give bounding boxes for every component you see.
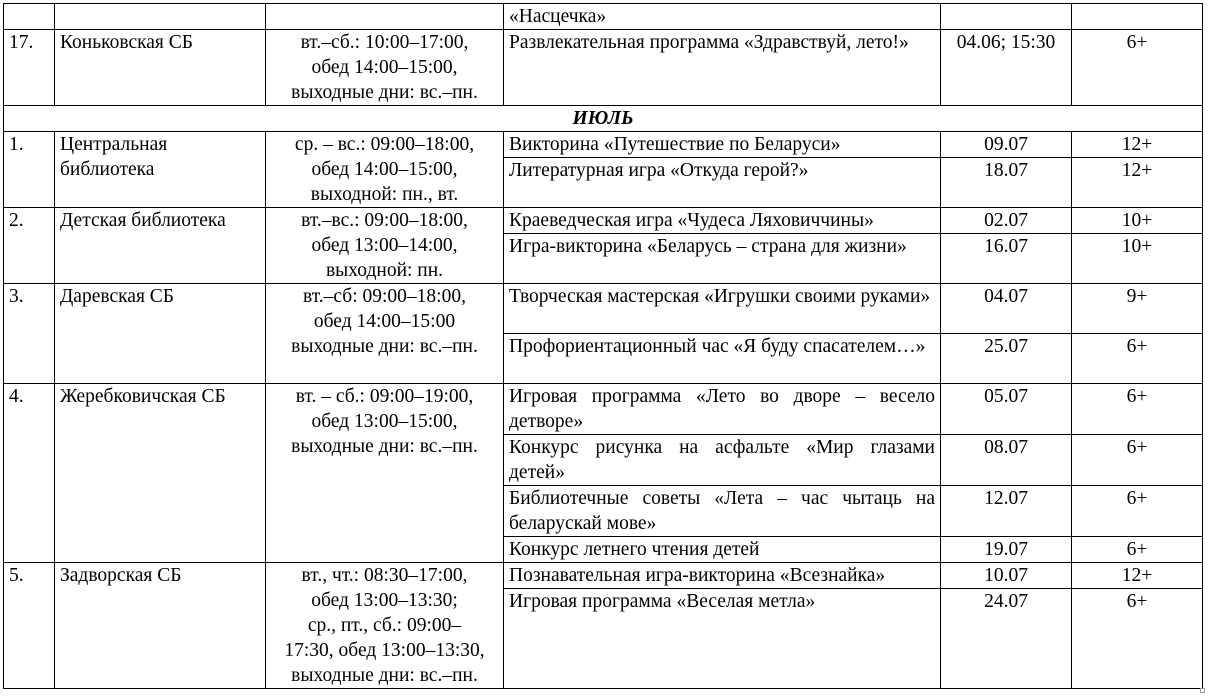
cell-hours: ср. – вс.: 09:00–18:00, обед 14:00–15:00, выходной: пн., вт.	[266, 132, 504, 208]
cell-num: 2.	[4, 208, 55, 284]
cell-hours: вт.–сб: 09:00–18:00, обед 14:00–15:00 выходные дни: вс.–пн.	[266, 284, 504, 384]
cell-age: 6+	[1072, 589, 1203, 689]
table-row-continued	[4, 4, 1203, 30]
cell-age: 6+	[1072, 334, 1203, 384]
cell-age: 6+	[1072, 30, 1203, 106]
resize-handle-icon[interactable]	[1200, 688, 1205, 693]
cell-hours: вт., чт.: 08:30–17:00, обед 13:00–13:30; ср., пт., сб.: 09:00– 17:30, обед 13:00–13:30, выходные дни: вс.–пн.	[266, 563, 504, 689]
cell-num: 4.	[4, 384, 55, 563]
cell-date: 19.07	[941, 537, 1072, 563]
cell-num: 5.	[4, 563, 55, 689]
cell-hours: вт. – сб.: 09:00–19:00, обед 13:00–15:00, выходные дни: вс.–пн.	[266, 384, 504, 563]
cell-date: 08.07	[941, 435, 1072, 486]
cell-library	[55, 4, 266, 30]
cell-date: 02.07	[941, 208, 1072, 234]
cell-event: Профориентационный час «Я буду спасателем…»	[504, 334, 941, 384]
cell-event: Познавательная игра-викторина «Всезнайка»	[504, 563, 941, 589]
table-row	[4, 132, 1203, 158]
cell-event: Краеведческая игра «Чудеса Ляховиччины»	[504, 208, 941, 234]
cell-date: 04.07	[941, 284, 1072, 334]
cell-age: 12+	[1072, 132, 1203, 158]
cell-library: Жеребковичская СБ	[55, 384, 266, 563]
cell-event: Викторина «Путешествие по Беларуси»	[504, 132, 941, 158]
cell-date: 05.07	[941, 384, 1072, 435]
cell-library: Центральная библиотека	[55, 132, 266, 208]
cell-age: 6+	[1072, 537, 1203, 563]
cell-date	[941, 4, 1072, 30]
table-row	[4, 284, 1203, 334]
cell-hours: вт.–сб.: 10:00–17:00, обед 14:00–15:00, выходные дни: вс.–пн.	[266, 30, 504, 106]
cell-hours: вт.–вс.: 09:00–18:00, обед 13:00–14:00, выходной: пн.	[266, 208, 504, 284]
cell-event: «Насцечка»	[504, 4, 941, 30]
cell-age: 12+	[1072, 158, 1203, 208]
cell-age: 9+	[1072, 284, 1203, 334]
cell-age: 10+	[1072, 234, 1203, 284]
cell-library: Коньковская СБ	[55, 30, 266, 106]
cell-age: 6+	[1072, 384, 1203, 435]
cell-library: Детская библиотека	[55, 208, 266, 284]
cell-age	[1072, 4, 1203, 30]
cell-event: Творческая мастерская «Игрушки своими руками»	[504, 284, 941, 334]
table-row	[4, 208, 1203, 234]
cell-event: Игровая программа «Веселая метла»	[504, 589, 941, 689]
cell-event: Литературная игра «Откуда герой?»	[504, 158, 941, 208]
cell-event: Игровая программа «Лето во дворе – весело детворе»	[504, 384, 941, 435]
cell-event: Конкурс рисунка на асфальте «Мир глазами детей»	[504, 435, 941, 486]
cell-library: Даревская СБ	[55, 284, 266, 384]
table-row	[4, 30, 1203, 106]
month-header-row	[4, 106, 1203, 132]
table-row	[4, 563, 1203, 589]
cell-library: Задворская СБ	[55, 563, 266, 689]
cell-hours	[266, 4, 504, 30]
cell-event: Конкурс летнего чтения детей	[504, 537, 941, 563]
cell-date: 04.06; 15:30	[941, 30, 1072, 106]
cell-num	[4, 4, 55, 30]
cell-date: 18.07	[941, 158, 1072, 208]
cell-num: 3.	[4, 284, 55, 384]
cell-date: 12.07	[941, 486, 1072, 537]
cell-event: Развлекательная программа «Здравствуй, лето!»	[504, 30, 941, 106]
cell-date: 10.07	[941, 563, 1072, 589]
month-header: ИЮЛЬ	[4, 106, 1203, 132]
table-row	[4, 384, 1203, 435]
cell-date: 24.07	[941, 589, 1072, 689]
cell-num: 1.	[4, 132, 55, 208]
cell-age: 6+	[1072, 435, 1203, 486]
cell-num: 17.	[4, 30, 55, 106]
cell-age: 10+	[1072, 208, 1203, 234]
cell-date: 25.07	[941, 334, 1072, 384]
cell-age: 12+	[1072, 563, 1203, 589]
cell-date: 16.07	[941, 234, 1072, 284]
cell-event: Библиотечные советы «Лета – час чытаць на беларускай мове»	[504, 486, 941, 537]
cell-date: 09.07	[941, 132, 1072, 158]
cell-age: 6+	[1072, 486, 1203, 537]
events-table	[3, 3, 1203, 689]
cell-event: Игра-викторина «Беларусь – страна для жизни»	[504, 234, 941, 284]
